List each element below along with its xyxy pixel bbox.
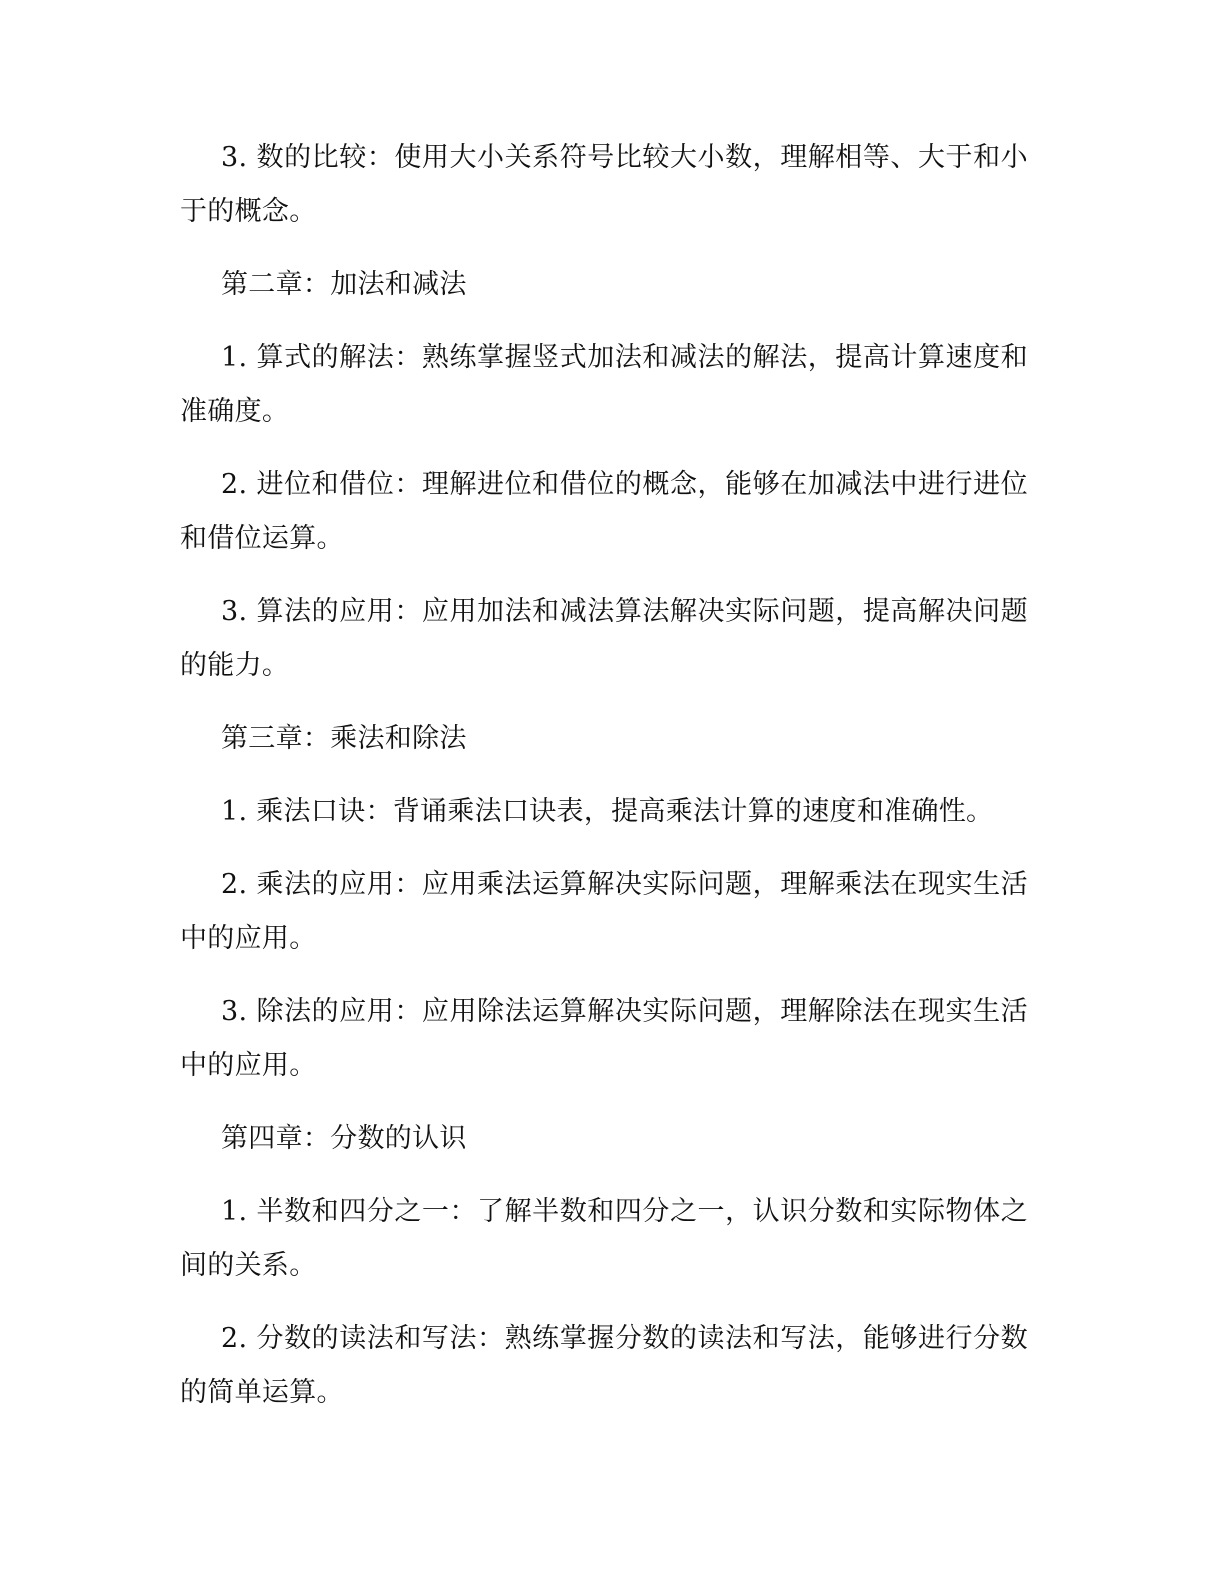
document-body — [180, 131, 1028, 1439]
chapter-heading-3: 第三章：乘法和除法 — [221, 723, 467, 754]
paragraph-vertical-calculation: 1. 算式的解法：熟练掌握竖式加法和减法的解法，提高计算速度和准确度。 — [180, 342, 1028, 427]
chapter-heading-2: 第二章：加法和减法 — [221, 269, 467, 300]
paragraph-multiplication-table: 1. 乘法口诀：背诵乘法口诀表，提高乘法计算的速度和准确性。 — [221, 796, 994, 827]
paragraph-half-quarter: 1. 半数和四分之一：了解半数和四分之一，认识分数和实际物体之间的关系。 — [180, 1196, 1028, 1281]
paragraph-fraction-reading-writing: 2. 分数的读法和写法：熟练掌握分数的读法和写法，能够进行分数的简单运算。 — [180, 1323, 1028, 1408]
paragraph-number-comparison: 3. 数的比较：使用大小关系符号比较大小数，理解相等、大于和小于的概念。 — [180, 142, 1028, 227]
paragraph-multiplication-application: 2. 乘法的应用：应用乘法运算解决实际问题，理解乘法在现实生活中的应用。 — [180, 869, 1028, 954]
paragraph-algorithm-application: 3. 算法的应用：应用加法和减法算法解决实际问题，提高解决问题的能力。 — [180, 596, 1028, 681]
chapter-heading-4: 第四章：分数的认识 — [221, 1123, 467, 1154]
paragraph-division-application: 3. 除法的应用：应用除法运算解决实际问题，理解除法在现实生活中的应用。 — [180, 996, 1028, 1081]
paragraph-carry-borrow: 2. 进位和借位：理解进位和借位的概念，能够在加减法中进行进位和借位运算。 — [180, 469, 1028, 554]
